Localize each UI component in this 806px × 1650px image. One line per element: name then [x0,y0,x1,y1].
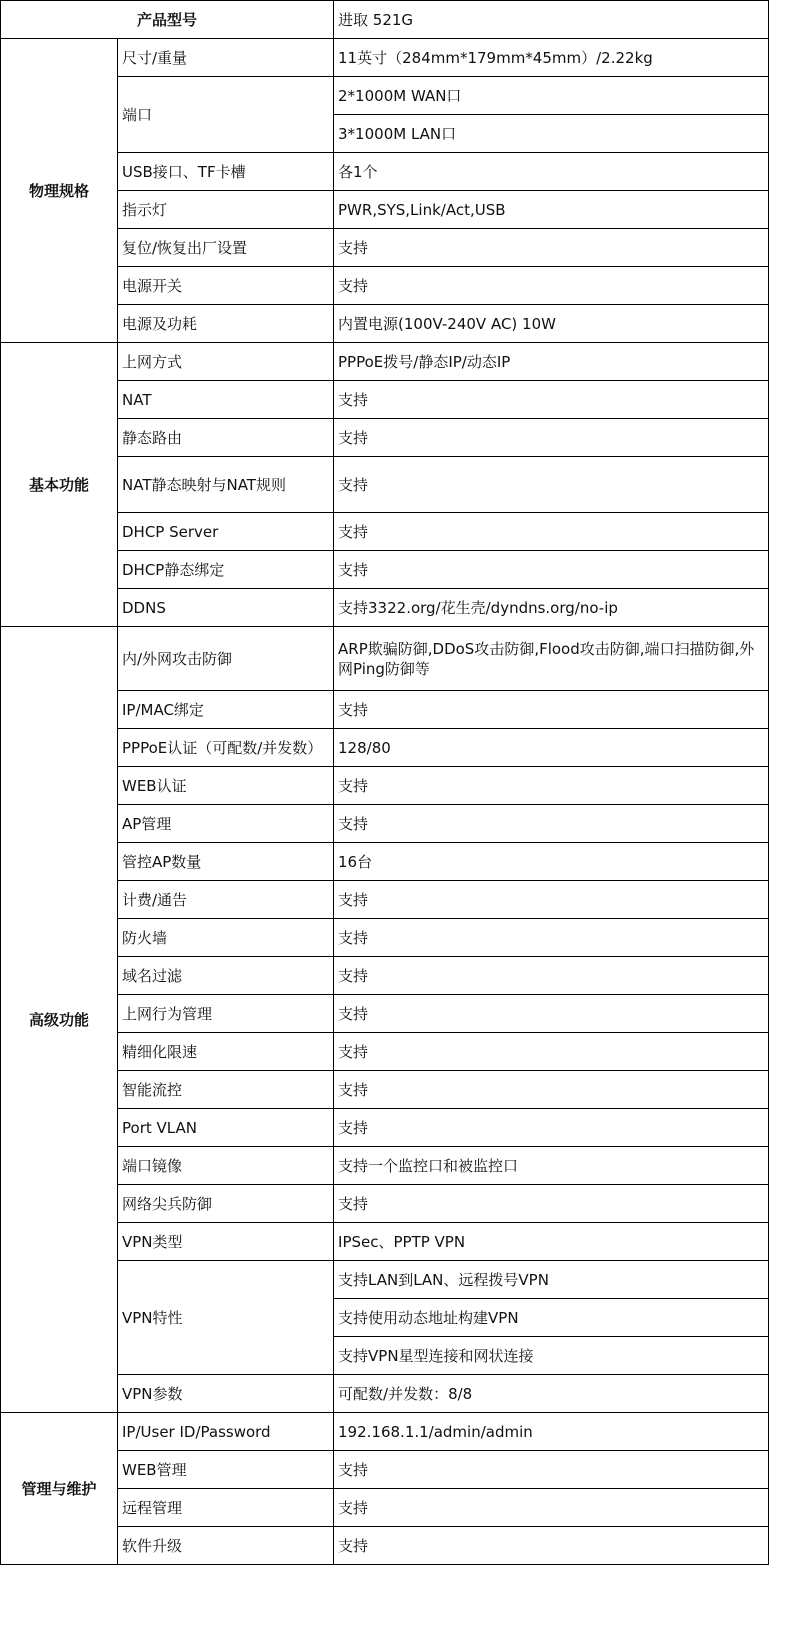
category-cell: 高级功能 [1,627,118,1413]
feature-cell: 防火墙 [118,919,334,957]
spec-row [1,1413,769,1451]
value-cell: 支持 [334,551,769,589]
model-value: 进取 521G [334,1,769,39]
value-cell: 支持 [334,691,769,729]
feature-cell: 上网行为管理 [118,995,334,1033]
value-cell: 支持 [334,881,769,919]
value-cell: 支持3322.org/花生壳/dyndns.org/no-ip [334,589,769,627]
feature-cell: PPPoE认证（可配数/并发数） [118,729,334,767]
feature-cell: 网络尖兵防御 [118,1185,334,1223]
feature-cell: 精细化限速 [118,1033,334,1071]
value-cell: 支持 [334,457,769,513]
header-row [1,1,769,39]
category-cell: 基本功能 [1,343,118,627]
feature-cell: 指示灯 [118,191,334,229]
value-cell: 支持 [334,381,769,419]
feature-cell: DHCP静态绑定 [118,551,334,589]
value-cell: 支持LAN到LAN、远程拨号VPN [334,1261,769,1299]
feature-cell: IP/MAC绑定 [118,691,334,729]
feature-cell: NAT静态映射与NAT规则 [118,457,334,513]
value-cell: 支持 [334,1185,769,1223]
feature-cell: AP管理 [118,805,334,843]
feature-cell: 域名过滤 [118,957,334,995]
feature-cell: DDNS [118,589,334,627]
value-cell: 支持 [334,1109,769,1147]
value-cell: 2*1000M WAN口 [334,77,769,115]
feature-cell: 计费/通告 [118,881,334,919]
category-cell: 物理规格 [1,39,118,343]
value-cell: 支持 [334,419,769,457]
value-cell: 支持 [334,513,769,551]
model-label: 产品型号 [1,1,334,39]
value-cell: 支持 [334,919,769,957]
value-cell: PPPoE拨号/静态IP/动态IP [334,343,769,381]
feature-cell: 智能流控 [118,1071,334,1109]
feature-cell: 复位/恢复出厂设置 [118,229,334,267]
value-cell: 支持 [334,957,769,995]
value-cell: IPSec、PPTP VPN [334,1223,769,1261]
value-cell: 支持 [334,1489,769,1527]
feature-cell: 尺寸/重量 [118,39,334,77]
value-cell: 支持 [334,767,769,805]
feature-cell: VPN类型 [118,1223,334,1261]
value-cell: 支持 [334,805,769,843]
feature-cell: 电源及功耗 [118,305,334,343]
feature-cell: 静态路由 [118,419,334,457]
feature-cell: VPN参数 [118,1375,334,1413]
value-cell: 支持VPN星型连接和网状连接 [334,1337,769,1375]
feature-cell: 端口镜像 [118,1147,334,1185]
value-cell: 可配数/并发数：8/8 [334,1375,769,1413]
value-cell: 128/80 [334,729,769,767]
value-cell: PWR,SYS,Link/Act,USB [334,191,769,229]
feature-cell: WEB管理 [118,1451,334,1489]
value-cell: ARP欺骗防御,DDoS攻击防御,Flood攻击防御,端口扫描防御,外网Ping防御等 [334,627,769,691]
spec-row [1,627,769,691]
feature-cell: VPN特性 [118,1261,334,1375]
spec-row [1,39,769,77]
feature-cell: NAT [118,381,334,419]
value-cell: 3*1000M LAN口 [334,115,769,153]
spec-table-body [1,1,769,1565]
value-cell: 支持 [334,1071,769,1109]
value-cell: 支持 [334,267,769,305]
feature-cell: USB接口、TF卡槽 [118,153,334,191]
value-cell: 支持一个监控口和被监控口 [334,1147,769,1185]
feature-cell: 上网方式 [118,343,334,381]
value-cell: 各1个 [334,153,769,191]
value-cell: 192.168.1.1/admin/admin [334,1413,769,1451]
category-cell: 管理与维护 [1,1413,118,1565]
value-cell: 11英寸（284mm*179mm*45mm）/2.22kg [334,39,769,77]
feature-cell: IP/User ID/Password [118,1413,334,1451]
feature-cell: DHCP Server [118,513,334,551]
value-cell: 支持 [334,1527,769,1565]
feature-cell: WEB认证 [118,767,334,805]
feature-cell: 端口 [118,77,334,153]
value-cell: 支持 [334,229,769,267]
feature-cell: 软件升级 [118,1527,334,1565]
value-cell: 支持 [334,1033,769,1071]
value-cell: 内置电源(100V-240V AC) 10W [334,305,769,343]
spec-row [1,343,769,381]
feature-cell: 管控AP数量 [118,843,334,881]
value-cell: 支持 [334,995,769,1033]
value-cell: 支持 [334,1451,769,1489]
feature-cell: 远程管理 [118,1489,334,1527]
feature-cell: 内/外网攻击防御 [118,627,334,691]
value-cell: 16台 [334,843,769,881]
feature-cell: Port VLAN [118,1109,334,1147]
feature-cell: 电源开关 [118,267,334,305]
value-cell: 支持使用动态地址构建VPN [334,1299,769,1337]
